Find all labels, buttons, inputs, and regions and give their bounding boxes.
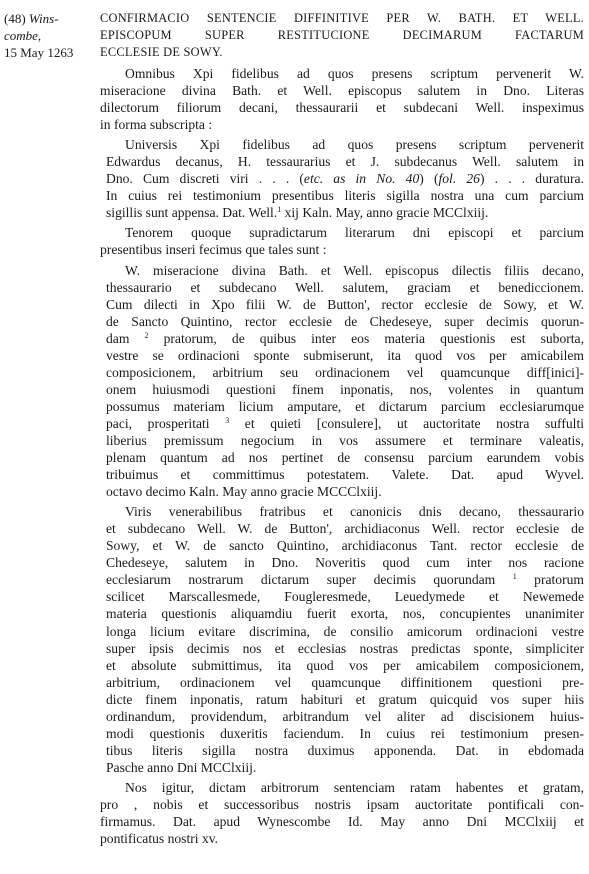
footnote-marker: 3 [225, 415, 230, 425]
text-line: Cum dilecti in Xpo filii W. de Button', rector ecclesie de Sowy, et W. [106, 296, 584, 312]
document-heading [100, 10, 584, 61]
heading-line: EPISCOPUM SUPER RESTITUCIONE DECIMARUM FACTARUM [100, 28, 584, 42]
heading-line: CONFIRMACIO SENTENCIE DIFFINITIVE PER W. BATH. ET WELL. [100, 11, 584, 25]
text-line: Nos igitur, dictam arbitrorum sentenciam ratam habentes et gratam, [125, 779, 584, 795]
quoted-charter-paragraph [100, 136, 584, 221]
place-name-part2: combe, [4, 28, 42, 43]
text-line: dilectorum filiorum decani, thessaurarii et subdecani Well. inspeximus [100, 100, 584, 116]
text-line: tibus literis sigilla nostra duximus apponenda. Dat. in ebdomada [106, 742, 584, 758]
text-line: dicte finem inponatis, ratum habituri et gratum quicquid vos super hiis [106, 691, 584, 707]
text-line: scilicet Marscallesmede, Fougleresmede, Leuedymede et Newemede [106, 589, 584, 605]
text-line: pro , nobis et successoribus nostris ipsam auctoritate pontificali con- [100, 796, 584, 812]
text-line: plenam quantum ad nos pertinet de consensu parcium earundem vobis [106, 450, 584, 466]
text-line: W. miseracione divina Bath. et Well. episcopus dilectis filiis decano, [125, 262, 584, 278]
text-line: Viris venerabilibus fratribus et canonicis dnis decano, thessaurario [125, 504, 584, 520]
text-line: Omnibus Xpi fidelibus ad quos presens scriptum pervenerit W. [125, 66, 584, 81]
text-line: onem huiusmodi questioni finem inponatis, nos, volentes in quantum [106, 381, 584, 397]
margin-note [4, 10, 96, 61]
text-line: Sowy, et W. de sancto Quintino, archidiaconus Tant. rector ecclesie de [106, 538, 584, 554]
text-line: presentibus inseri fecimus que tales sunt : [100, 242, 327, 258]
quoted-charter-paragraph [100, 262, 584, 501]
text-line: Pasche anno Dni MCClxiij. [106, 759, 257, 775]
paragraph [100, 779, 584, 847]
footnote-marker: 1 [512, 572, 517, 582]
footnote-marker: 2 [144, 330, 149, 340]
text-line: In cuius rei testimonium presentibus literis sigilla nostra una cum parcium [106, 188, 584, 204]
text-line: Tenorem quoque supradictarum literarum dni episcopi et parcium [125, 225, 584, 241]
text-line: pontificatus nostri xv. [100, 831, 219, 847]
text-line: vestre se ordinacioni sponte submiserunt, ita quod vos per amicabilem [106, 347, 584, 363]
entry-number: (48) [4, 11, 26, 26]
text-line: miseracione divina Bath. et Well. episcopus salutem in Dno. Literas [100, 83, 584, 99]
text-line: thessaurario et subdecano Well. salutem, graciam et benediccionem. [106, 279, 584, 295]
text-line: liberius premissum negocium in vos assumere et terminare valeatis, [106, 432, 584, 448]
text-line: et absolute submittimus, ita quod vos per amicabilem composicionem, [106, 657, 584, 673]
text-line: et subdecano Well. W. de Button', archidiaconus Well. rector ecclesie de [106, 521, 584, 537]
text-line: materia questionis aliquamdiu fuerit exorta, nos, concupientes unanimiter [106, 606, 584, 622]
text-line: octavo decimo Kaln. May anno gracie MCCClxiij. [106, 484, 382, 500]
text-line: in forma subscripta : [100, 117, 213, 133]
text-line: possumus materiam licium amputare, et dictarum parcium ecclesiarumque [106, 398, 584, 414]
document-body [100, 65, 584, 850]
text-line: firmamus. Dat. apud Wynescombe Id. May anno Dni MCClxiij et [100, 814, 584, 830]
text-line: longa licium evitare discrimina, de consilio amicorum ordinacioni vestre [106, 623, 584, 639]
entry-date: 15 May 1263 [4, 45, 74, 60]
text-line: Chedeseye, salutem in Dno. Noveritis quod cum inter nos racione [106, 555, 584, 571]
text-line: Dno. Cum discreti viri . . . (etc. as in No. 40) (fol. 26) . . . duratura. [106, 171, 584, 187]
text-line: dam $^2$ pratorum, de quibus inter eos materia questionis est suborta, [106, 330, 584, 346]
text-line: arbitrium, ordinacionem vel quamcunque diffinitionem questioni pre- [106, 674, 584, 690]
text-line: composicionem, arbitrium seu ordinacionem vel quamcunque diff[inici]- [106, 364, 584, 380]
paragraph [100, 224, 584, 258]
editorial-reference: etc. as in No. 40 [303, 171, 420, 187]
text-line: super ipsis decimis nos et ecclesias nostras predictas sponte, simpliciter [106, 640, 584, 656]
heading-line: ECCLESIE DE SOWY. [100, 45, 223, 59]
editorial-reference: fol. 26 [438, 171, 480, 187]
text-line: modi questionis duxeritis faciendum. In cuius rei testimonium presen- [106, 725, 584, 741]
text-line: Universis Xpi fidelibus ad quos presens scriptum pervenerit [125, 137, 584, 153]
quoted-charter-paragraph [100, 503, 584, 776]
place-name-part1: Wins- [28, 11, 59, 26]
entry-number-line [4, 10, 96, 27]
text-line: sigillis sunt appensa. Dat. Well.$^1$ xij Kaln. May, anno gracie MCClxiij. [106, 205, 489, 221]
text-line: ordinandum, providendum, arbitrandum vel aliter ad discisionem huius- [106, 708, 584, 724]
text-line: de Sancto Quintino, rector ecclesie de Chedeseye, super decimis quorun- [106, 313, 584, 329]
text-line: ecclesiarum nostrarum dictarum super decimis quorundam $^1$ pratorum [106, 572, 585, 588]
paragraph [100, 65, 584, 133]
footnote-marker: 1 [277, 205, 282, 215]
text-line: paci, prosperitati $^3$ et quieti [consulere], ut auctoritate nostra suffulti [106, 415, 584, 431]
text-line: Edwardus decanus, H. tessaurarius et J. subdecanus Well. salutem in [106, 154, 584, 170]
text-line: tribuimus et committimus potestatem. Valete. Dat. apud Wyvel. [106, 467, 584, 483]
